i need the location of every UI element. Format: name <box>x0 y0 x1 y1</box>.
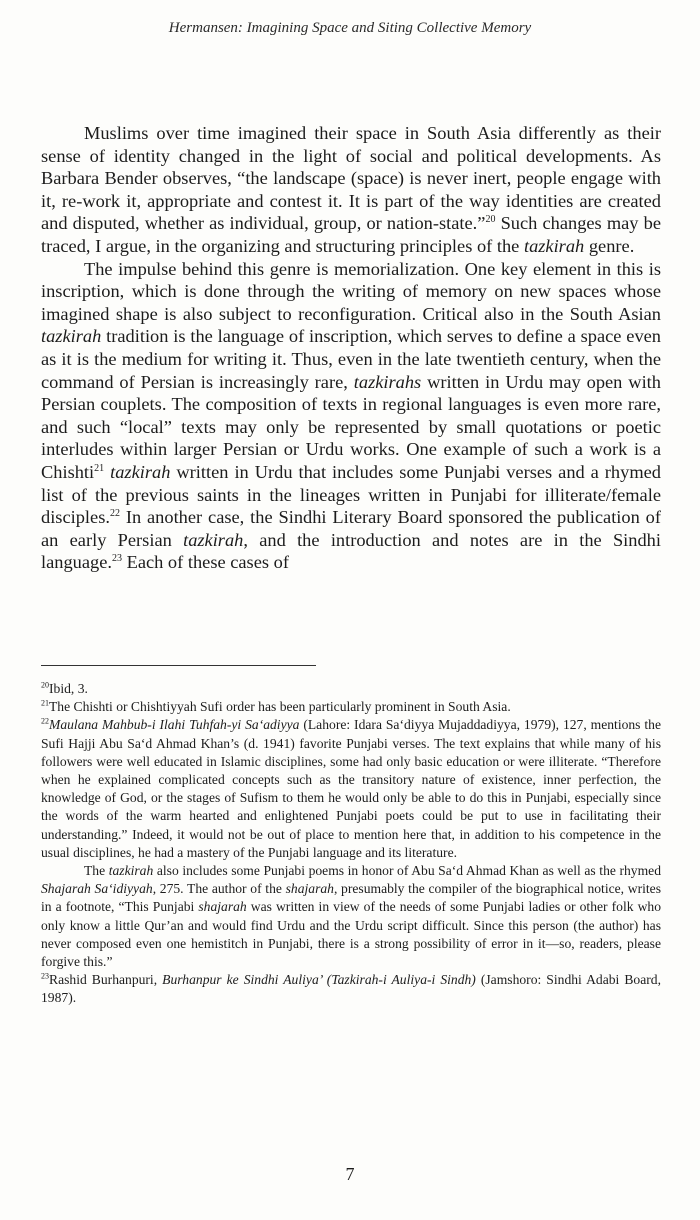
italic-term: tazkirah <box>183 529 244 550</box>
footnote-22-continued <box>41 862 661 971</box>
text-run: written in Urdu may open with Persian couplets. The composition of texts in regional languages is even more rare, and such “local” texts may only be represented by small quotations or poetic interludes within larger Persian or Urdu works. One example of such a work is a Chishti <box>41 371 661 482</box>
footnote-divider <box>41 665 316 666</box>
italic-term: tazkirah <box>108 863 154 879</box>
footnote-23 <box>41 971 661 1007</box>
footnotes <box>41 680 661 1008</box>
paragraph-1 <box>41 122 661 258</box>
footnote-text: , 275. The author of the <box>152 881 286 897</box>
footnote-number: 23 <box>41 971 49 981</box>
body-text <box>41 122 661 574</box>
footnote-text: Ibid, 3. <box>49 681 88 696</box>
text-run: genre. <box>584 235 635 256</box>
italic-term: shajarah <box>198 899 247 915</box>
italic-term: tazkirah <box>523 235 585 256</box>
text-run: written in Urdu that includes some Punjabi verses and a rhymed list of the previous saints in the lineages written in Punjabi for illiterate/female disciples. <box>41 461 661 528</box>
text-run: Muslims over time imagined their space in South Asia differently as their sense of identity changed in the light of social and political developments. As Barbara Bender observes, “the landscape (space) is never inert, people engage with it, re-work it, appropriate and contest it. It is part of the way identities are created and disputed, whether as individual, group, or nation-state.” <box>41 123 661 234</box>
footnote-22 <box>41 716 661 862</box>
footnote-ref-20[interactable]: 20 <box>485 214 496 226</box>
running-head: Hermansen: Imagining Space and Siting Collective Memory <box>168 20 532 36</box>
footnote-number: 21 <box>41 698 49 708</box>
footnote-ref-22[interactable]: 22 <box>109 507 120 519</box>
text-run: The impulse behind this genre is memorialization. One key element in this is inscription, which is done through the writing of memory on new spaces whose imagined shape is also subject to reconfiguration. Critical also in the South Asian <box>41 258 661 324</box>
text-run: tradition is the language of inscription, which serves to define a space even as it is the medium for writing it. Thus, even in the late twentieth century, when the command of Persian is increasingly rare, <box>41 326 661 392</box>
footnote-text: , presumably the compiler of the biographical notice, writes in a footnote, “This Punjabi <box>41 881 661 915</box>
footnote-text: The Chishti or Chishtiyyah Sufi order has been particularly prominent in South Asia. <box>49 699 511 715</box>
footnote-ref-23[interactable]: 23 <box>111 553 122 565</box>
footnote-number: 20 <box>41 680 49 690</box>
footnote-21 <box>41 698 661 716</box>
footnote-text: was written in view of the needs of some Punjabi ladies or other folk who only know a little Qur’an and would find Urdu and the Urdu script difficult. Since this person (the author) has never composed even one hemistitch in Punjabi, there is a strong possibility of error in it—so, readers, please forgive this.” <box>41 899 661 970</box>
text-run: In another case, the Sindhi Literary Board sponsored the publication of an early Persian <box>41 507 661 550</box>
text-run: Each of these cases of <box>121 552 289 573</box>
footnote-title: Burhanpur ke Sindhi Auliya’ (Tazkirah-i Auliya-i Sindh) <box>162 972 476 988</box>
footnote-ref-21[interactable]: 21 <box>94 462 105 474</box>
footnote-title: Maulana Mahbub-i Ilahi Tuhfah-yi Sa‘adiyya <box>49 717 300 733</box>
footnote-text: (Lahore: Idara Sa‘diyya Mujaddadiyya, 1979), 127, mentions the Sufi Hajji Abu Sa‘d Ahmad Khan’s (d. 1941) favorite Punjabi verses. The text explains that while many of his followers were well educated in Islamic disciplines, some had only basic education or were illiterate. “Therefore when he explained complicated concepts such as the transitory nature of existence, inner perfection, the knowledge of God, or the stages of Sufism to them he would only be able to do this in Punjabi, especially since the words of the warm hearted and enlightened Punjabi poets could be put to use in facilitating their understanding.” Indeed, it would not be out of place to mention here that, in addition to his competence in the usual disciplines, he had a mastery of the Punjabi language and its literature. <box>41 717 661 860</box>
paragraph-2 <box>41 258 661 574</box>
footnote-number: 22 <box>41 716 49 726</box>
text-run: , and the introduction and notes are in the Sindhi language. <box>41 529 661 573</box>
footnote-title: Shajarah Sa‘idiyyah <box>41 881 153 897</box>
footnote-text: The <box>84 863 109 879</box>
footnote-text: also includes some Punjabi poems in honor of Abu Sa‘d Ahmad Khan as well as the rhymed <box>153 863 661 879</box>
footnote-text: Rashid Burhanpuri, <box>49 972 163 988</box>
page-number: 7 <box>345 1164 355 1184</box>
italic-term: tazkirahs <box>353 371 422 392</box>
italic-term: shajarah <box>285 881 334 897</box>
footnote-text: (Jamshoro: Sindhi Adabi Board, 1987). <box>41 972 661 1006</box>
italic-term: tazkirah <box>41 326 102 347</box>
text-run: Such changes may be traced, I argue, in the organizing and structuring principles of the <box>41 213 661 256</box>
italic-term: tazkirah <box>110 461 171 482</box>
footnote-20 <box>41 680 661 698</box>
